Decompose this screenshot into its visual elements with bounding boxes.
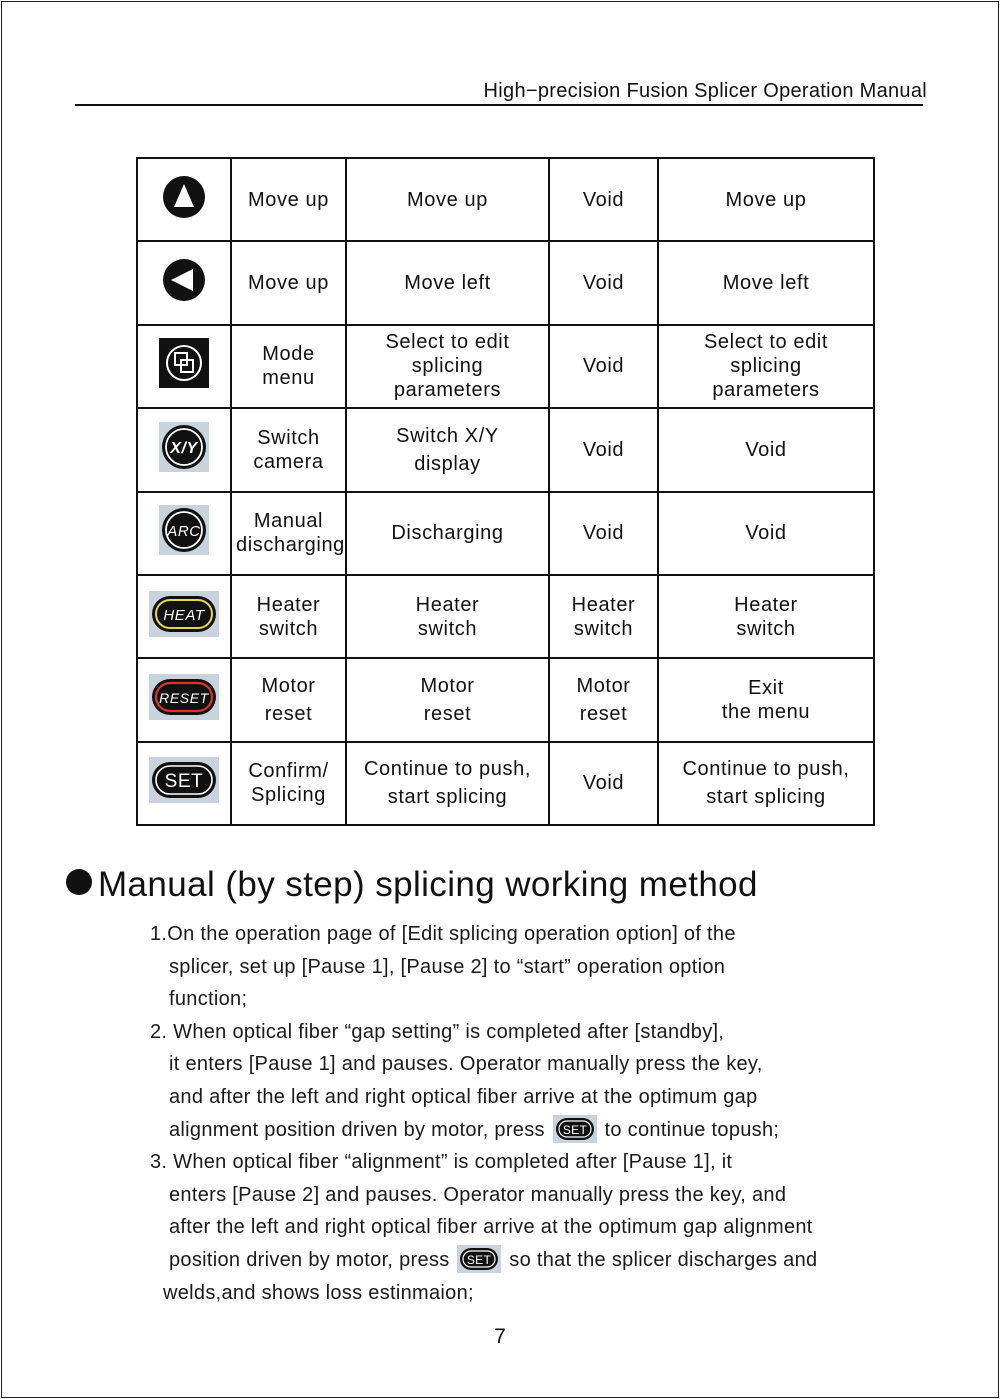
set-key-cell [137,742,231,825]
arc-key-icon [159,505,209,555]
up-arrow-key-cell [137,158,231,241]
step-2-line: alignment position driven by motor, press SET to continue topush; [150,1114,910,1147]
xy-key-cell [137,408,231,491]
table-row [137,492,874,575]
table-cell: Motor reset [231,658,346,741]
heat-key-cell [137,575,231,658]
step-3-line: enters [Pause 2] and pauses. Operator manually press the key, and [169,1183,787,1206]
table-cell: Continue to push, start splicing [346,742,549,825]
table-cell: Confirm/ Splicing [231,742,346,825]
table-cell: Move up [346,158,549,241]
mode-menu-key-cell [137,325,231,408]
left-arrow-key-cell [137,241,231,324]
xy-key-icon [159,422,209,472]
table-cell: Motor reset [549,658,658,741]
section-heading: Manual (by step) splicing working method [66,865,758,905]
header-rule [75,104,923,106]
table-cell: Select to edit splicing parameters [658,325,874,408]
set-key-icon [149,757,219,803]
table-cell: Move up [231,241,346,324]
svg-text:ARC: ARC [167,523,201,541]
table-row [137,325,874,408]
page-number: 7 [494,1325,506,1348]
mode-menu-key-icon [159,338,209,388]
step-1-line: function; [169,988,248,1011]
table-cell: Void [658,408,874,491]
table-row [137,575,874,658]
table-cell: Heater switch [658,575,874,658]
table-cell: Heater switch [549,575,658,658]
table-cell: Move up [231,158,346,241]
step-1-line: splicer, set up [Pause 1], [Pause 2] to “start” operation option [169,955,726,978]
set-key-icon [553,1115,597,1143]
table-row [137,658,874,741]
table-cell: Exit the menu [658,658,874,741]
step-2-line: and after the left and right optical fiber arrive at the optimum gap [169,1085,758,1108]
svg-text:SET: SET [562,1122,587,1137]
left-arrow-key-icon [161,257,207,303]
svg-text:RESET: RESET [159,689,209,706]
table-cell: Void [549,742,658,825]
table-cell: Move left [346,241,549,324]
step-3-line: after the left and right optical fiber arrive at the optimum gap alignment [169,1216,813,1239]
table-row [137,742,874,825]
table-row [137,158,874,241]
key-function-table [136,157,875,826]
svg-text:X/Y: X/Y [170,439,198,457]
table-cell: Void [549,241,658,324]
procedure-steps [150,918,910,1309]
table-cell: Switch camera [231,408,346,491]
up-arrow-key-icon [161,174,207,220]
reset-key-cell [137,658,231,741]
reset-key-icon [149,674,219,720]
step-3-line: welds,and shows loss estinmaion; [163,1281,474,1304]
manual-header-title: High−precision Fusion Splicer Operation Manual [483,80,927,102]
svg-text:HEAT: HEAT [163,606,205,624]
table-row [137,408,874,491]
table-cell: Continue to push, start splicing [658,742,874,825]
step-1-line: 1.On the operation page of [Edit splicing operation option] of the [150,923,736,945]
table-cell: Void [549,158,658,241]
arc-key-cell [137,492,231,575]
svg-text:SET: SET [164,771,204,793]
step-3-line: 3. When optical fiber “alignment” is completed after [Pause 1], it [150,1151,733,1174]
table-cell: Motor reset [346,658,549,741]
table-cell: Heater switch [231,575,346,658]
table-cell: Discharging [346,492,549,575]
table-cell: Select to edit splicing parameters [346,325,549,408]
step-2-line: it enters [Pause 1] and pauses. Operator manually press the key, [169,1053,763,1076]
table-cell: Void [549,325,658,408]
set-key-icon [457,1245,501,1273]
table-row [137,241,874,324]
svg-text:SET: SET [467,1252,492,1267]
table-cell: Move left [658,241,874,324]
bullet-icon [66,869,92,895]
table-cell: Void [549,492,658,575]
table-cell: Switch X/Y display [346,408,549,491]
table-cell: Void [549,408,658,491]
table-cell: Move up [658,158,874,241]
table-cell: Void [658,492,874,575]
table-cell: Mode menu [231,325,346,408]
table-cell: Heater switch [346,575,549,658]
step-3-line: position driven by motor, press SET so that the splicer discharges and [150,1244,910,1277]
step-2-line: 2. When optical fiber “gap setting” is completed after [standby], [150,1020,725,1043]
table-cell: Manual discharging [231,492,346,575]
heat-key-icon [149,591,219,637]
